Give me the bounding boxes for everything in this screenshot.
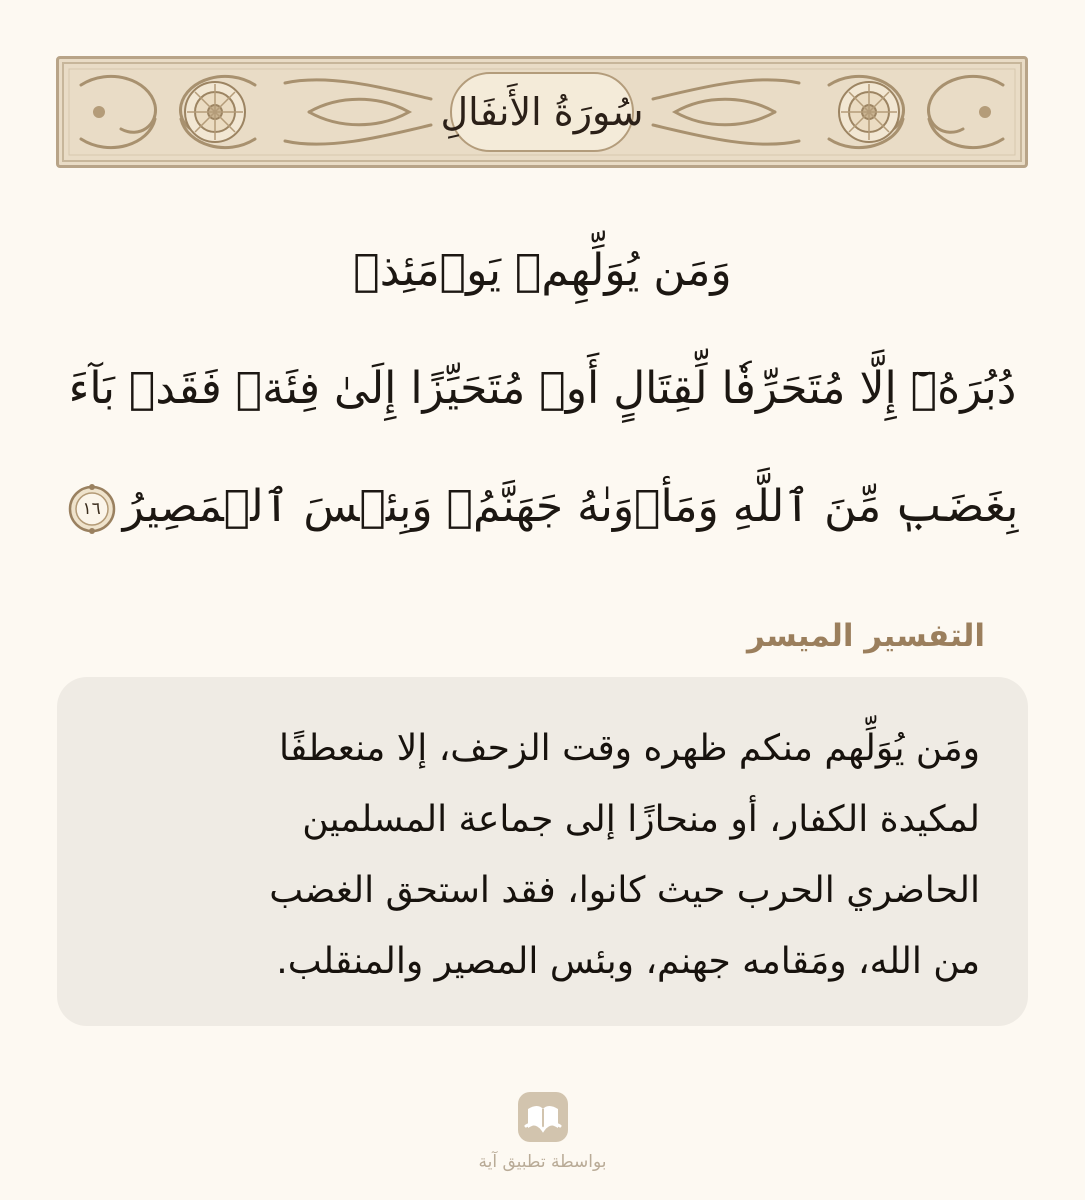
ayah-text — [50, 212, 1035, 566]
surah-title-plate — [440, 72, 644, 152]
ayah-line-text: بِغَضَبٖ مِّنَ ٱللَّهِ وَمَأۡوَىٰهُ جَهَنَّمُۖ وَبِئۡسَ ٱلۡمَصِيرُ — [122, 481, 1019, 532]
tafsir-text — [105, 713, 980, 997]
surah-title: سُورَةُ الأَنفَالِ — [440, 90, 644, 134]
tafsir-line: من الله، ومَقامه جهنم، وبئس المصير والمنقلب. — [276, 941, 980, 982]
ayah-end-marker — [67, 484, 117, 534]
tafsir-heading: التفسير الميسر — [746, 618, 985, 654]
ayah-number: ١٦ — [82, 499, 101, 519]
right-rosette — [839, 82, 899, 142]
ayah-line — [50, 448, 1035, 566]
left-rosette — [185, 82, 245, 142]
ayah-line: دُبُرَهُۥٓ إِلَّا مُتَحَرِّفٗا لِّقِتَالٍ أَوۡ مُتَحَيِّزًا إِلَىٰ فِئَةٖ فَقَدۡ بَآءَ — [68, 363, 1017, 414]
tafsir-line: ومَن يُوَلِّهم منكم ظهره وقت الزحف، إلا منعطفًا — [279, 728, 980, 769]
app-attribution: بواسطة تطبيق آية — [478, 1152, 607, 1172]
tafsir-card — [57, 677, 1028, 1026]
ayah-line: وَمَن يُوَلِّهِمۡ يَوۡمَئِذٖ — [353, 245, 732, 296]
quran-book-icon — [518, 1092, 568, 1142]
tafsir-line: لمكيدة الكفار، أو منحازًا إلى جماعة المسلمين — [302, 799, 980, 840]
surah-header-banner — [56, 56, 1028, 168]
tafsir-line: الحاضري الحرب حيث كانوا، فقد استحق الغضب — [269, 870, 980, 911]
